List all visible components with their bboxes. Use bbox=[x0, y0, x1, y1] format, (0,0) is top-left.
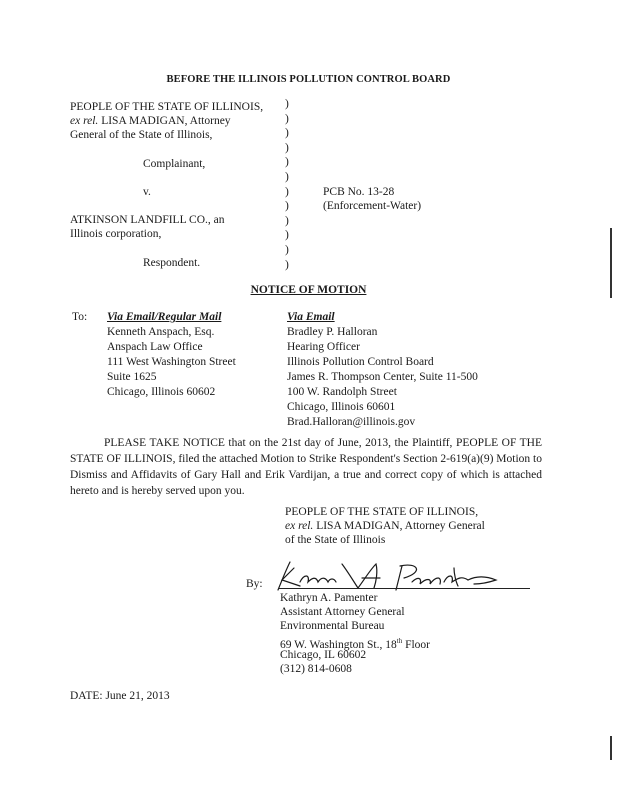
service-left bbox=[107, 310, 236, 400]
right-line: Bradley P. Halloran bbox=[287, 326, 378, 338]
right-line: Hearing Officer bbox=[287, 341, 360, 353]
signer-bureau: Environmental Bureau bbox=[280, 620, 385, 632]
address-sup: th bbox=[396, 637, 403, 645]
scan-edge-mark bbox=[610, 736, 612, 760]
signer-title: Assistant Attorney General bbox=[280, 606, 405, 618]
notice-title: NOTICE OF MOTION bbox=[250, 284, 367, 296]
case-number: PCB No. 13-28 bbox=[323, 186, 395, 198]
right-line: Illinois Pollution Control Board bbox=[287, 356, 434, 368]
right-line: James R. Thompson Center, Suite 11-500 bbox=[287, 371, 478, 383]
left-line: Chicago, Illinois 60602 bbox=[107, 386, 216, 398]
scan-edge-mark bbox=[610, 228, 612, 298]
left-line: 111 West Washington Street bbox=[107, 356, 236, 368]
right-line: 100 W. Randolph Street bbox=[287, 386, 397, 398]
defendant-line-2: Illinois corporation, bbox=[70, 228, 162, 240]
complainant-role: Complainant, bbox=[143, 158, 206, 170]
via-email-heading: Via Email bbox=[287, 311, 335, 323]
party-line-2-rest: LISA MADIGAN, Attorney General bbox=[313, 520, 485, 532]
plaintiff-line-2 bbox=[70, 114, 231, 129]
left-line: Kenneth Anspach, Esq. bbox=[107, 326, 215, 338]
plaintiff-line-2-rest: LISA MADIGAN, Attorney bbox=[98, 115, 231, 127]
by-label: By: bbox=[246, 578, 263, 590]
party-line-1: PEOPLE OF THE STATE OF ILLINOIS, bbox=[285, 506, 479, 518]
defendant-line-1: ATKINSON LANDFILL CO., an bbox=[70, 214, 225, 226]
case-type: (Enforcement-Water) bbox=[323, 200, 422, 212]
notice-paragraph: PLEASE TAKE NOTICE that on the 21st day of June, 2013, the Plaintiff, PEOPLE OF THE STATE OF ILLINOIS, filed the attached Motion to Strike Respondent's Section 2-619(a)(9) Motion to Dismiss and Affidavits of Gary Hall and Erik Vardijan, a true and correct copy of which is attached hereto and is hereby served upon you. bbox=[70, 437, 542, 497]
ex-rel-italic: ex rel. bbox=[285, 520, 314, 532]
address-pre: 69 W. Washington St., 18 bbox=[280, 638, 397, 651]
left-line: Suite 1625 bbox=[107, 371, 157, 383]
caption-parentheses: ) ) ) ) ) ) ) ) ) ) ) ) bbox=[285, 98, 289, 271]
service-right bbox=[287, 310, 478, 430]
date-line: DATE: June 21, 2013 bbox=[70, 690, 170, 702]
right-line: Chicago, Illinois 60601 bbox=[287, 401, 396, 413]
party-line-2 bbox=[285, 519, 485, 534]
party-line-3: of the State of Illinois bbox=[285, 534, 386, 546]
plaintiff-line-3: General of the State of Illinois, bbox=[70, 129, 213, 141]
left-line: Anspach Law Office bbox=[107, 341, 203, 353]
ex-rel-italic: ex rel. bbox=[70, 115, 99, 127]
versus: v. bbox=[143, 186, 151, 198]
to-label: To: bbox=[72, 311, 88, 323]
respondent-role: Respondent. bbox=[143, 257, 201, 269]
right-line: Brad.Halloran@illinois.gov bbox=[287, 416, 416, 428]
board-title: BEFORE THE ILLINOIS POLLUTION CONTROL BOARD bbox=[166, 74, 451, 85]
signature-line bbox=[278, 588, 530, 589]
via-email-regular-mail-heading: Via Email/Regular Mail bbox=[107, 311, 222, 323]
address-post: Floor bbox=[402, 638, 431, 651]
signer-name: Kathryn A. Pamenter bbox=[280, 592, 378, 604]
signer-phone: (312) 814-0608 bbox=[280, 663, 352, 675]
signer-city: Chicago, IL 60602 bbox=[280, 649, 367, 661]
plaintiff-line-1: PEOPLE OF THE STATE OF ILLINOIS, bbox=[70, 101, 264, 113]
